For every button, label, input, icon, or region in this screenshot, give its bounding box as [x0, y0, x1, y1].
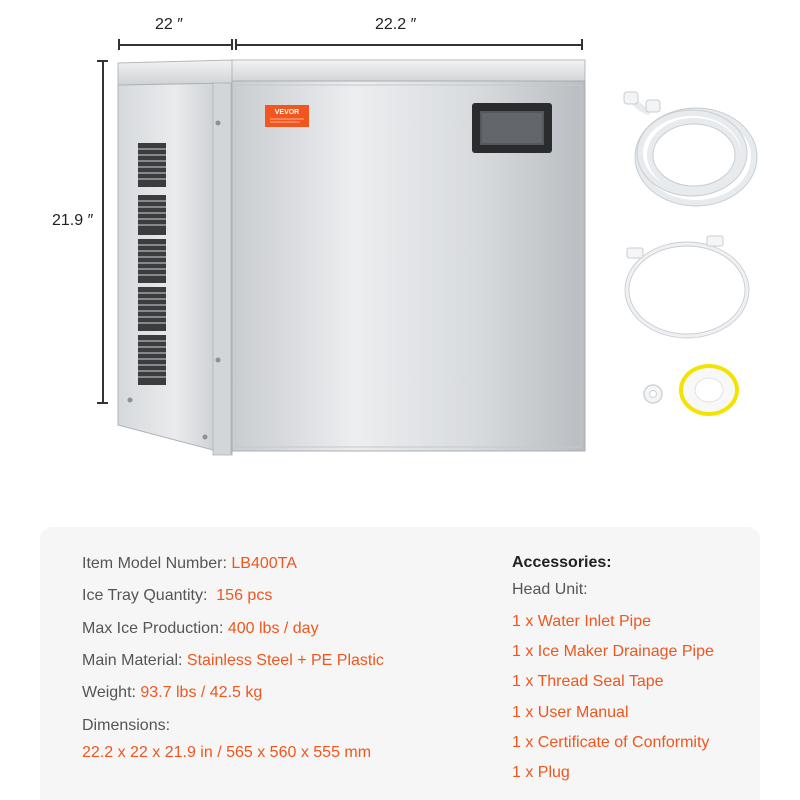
drainage-pipe-image	[610, 78, 760, 218]
accessories-head-unit: Head Unit:	[512, 581, 588, 598]
spec-max-ice-production: Max Ice Production: 400 lbs / day	[82, 620, 319, 637]
accessory-item: 1 x Water Inlet Pipe	[512, 613, 652, 630]
ice-maker-image	[110, 55, 590, 465]
height-dimension-label: 21.9 ″	[52, 212, 94, 229]
height-dimension-line	[102, 60, 104, 403]
width-dimension-line	[235, 44, 582, 46]
spec-ice-tray-quantity: Ice Tray Quantity: 156 pcs	[82, 587, 273, 604]
spec-model-number: Item Model Number: LB400TA	[82, 555, 297, 572]
depth-dimension-tick-left	[118, 39, 120, 50]
accessory-item: 1 x Thread Seal Tape	[512, 673, 664, 690]
depth-dimension-label: 22 ″	[155, 16, 183, 33]
brand-logo: VEVOR	[274, 109, 300, 116]
depth-dimension-tick-right	[231, 39, 233, 50]
width-dimension-label: 22.2 ″	[375, 16, 417, 33]
spec-main-material: Main Material: Stainless Steel + PE Plastic	[82, 652, 384, 669]
spec-weight: Weight: 93.7 lbs / 42.5 kg	[82, 684, 263, 701]
height-dimension-tick-top	[97, 60, 108, 62]
height-dimension-tick-bottom	[97, 402, 108, 404]
width-dimension-tick-right	[581, 39, 583, 50]
thread-seal-tape-image	[635, 360, 745, 420]
spec-dimensions-value: 22.2 x 22 x 21.9 in / 565 x 560 x 555 mm	[82, 744, 372, 761]
depth-dimension-line	[118, 44, 232, 46]
accessory-item: 1 x Certificate of Conformity	[512, 734, 710, 751]
accessory-item: 1 x User Manual	[512, 704, 629, 721]
accessories-title: Accessories:	[512, 554, 612, 571]
accessory-item: 1 x Plug	[512, 764, 570, 781]
spec-dimensions-label: Dimensions:	[82, 717, 171, 734]
width-dimension-tick-left	[235, 39, 237, 50]
accessory-item: 1 x Ice Maker Drainage Pipe	[512, 643, 714, 660]
water-inlet-pipe-image	[615, 222, 755, 352]
